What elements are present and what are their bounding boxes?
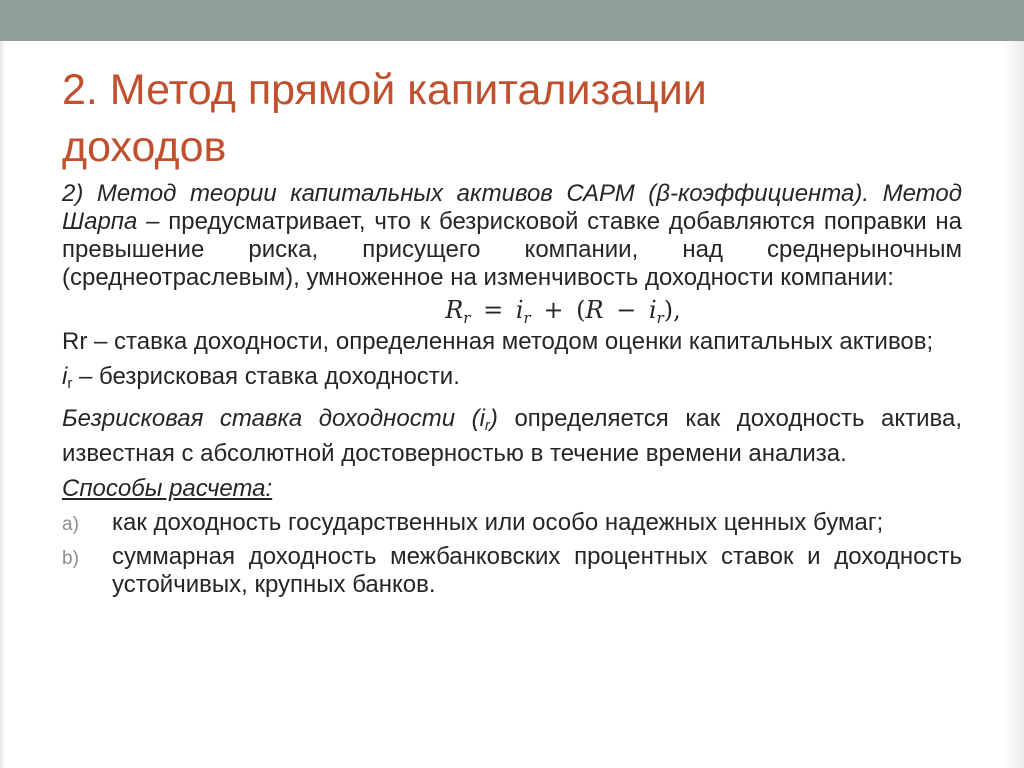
formula-minus: −	[616, 296, 637, 324]
ir-text: – безрисковая ставка доходности.	[72, 363, 460, 390]
ir-definition	[62, 363, 962, 398]
list-marker: b)	[62, 548, 79, 569]
formula-lhs-sub: r	[463, 309, 471, 327]
list-item	[62, 509, 962, 537]
rr-definition: Rr – ставка доходности, определенная методом оценки капитальных активов;	[62, 328, 934, 355]
riskfree-sub: r	[484, 417, 490, 434]
formula-close: ),	[663, 296, 681, 324]
capm-formula	[164, 294, 962, 328]
left-edge-shadow	[0, 41, 6, 768]
list-item-text: суммарная доходность межбанковских процентных ставок и доходность устойчивых, крупных банков.	[112, 543, 962, 598]
riskfree-italic: Безрисковая ставка доходности (i	[62, 405, 485, 432]
ir-var-sub: r	[67, 375, 73, 392]
methods-heading-text: Способы расчета:	[62, 475, 273, 502]
slide-body	[62, 180, 962, 605]
list-item	[62, 543, 962, 599]
intro-paragraph	[62, 180, 962, 292]
formula-open: (	[576, 296, 586, 324]
formula-t3: i	[648, 296, 657, 324]
intro-italic: 2) Метод теории капитальных активов САРМ (β-коэффициента). Метод Шарпа	[62, 180, 962, 235]
riskfree-paragraph	[62, 405, 962, 468]
formula-lhs: R	[445, 296, 464, 324]
intro-rest: – предусматривает, что к безрисковой ставке добавляются поправки на превышение риска, присущего компании, над среднерыночным (среднеотраслевым), умноженное на изменчивость доходности компании:	[62, 208, 962, 291]
title-line-1: 2. Метод прямой капитализации	[62, 66, 707, 114]
list-marker: a)	[62, 514, 79, 535]
riskfree-rest: определяется как доходность актива, известная с абсолютной достоверностью в течение времени анализа.	[62, 405, 962, 467]
riskfree-italic-close: )	[489, 405, 498, 432]
slide-title	[62, 62, 962, 176]
title-line-2: доходов	[62, 123, 227, 171]
methods-heading	[62, 475, 962, 503]
list-item-text: как доходность государственных или особо надежных ценных бумаг;	[112, 509, 884, 536]
formula-eq: =	[483, 296, 504, 324]
formula-plus: +	[543, 296, 564, 324]
right-edge-shadow	[1002, 41, 1024, 768]
ir-var: i	[62, 363, 68, 390]
top-bar	[0, 0, 1024, 41]
methods-list	[62, 509, 962, 599]
formula-t2: R	[585, 296, 604, 324]
formula-t1-sub: r	[523, 309, 531, 327]
formula-t1: i	[515, 296, 524, 324]
formula-t3-sub: r	[656, 309, 664, 327]
